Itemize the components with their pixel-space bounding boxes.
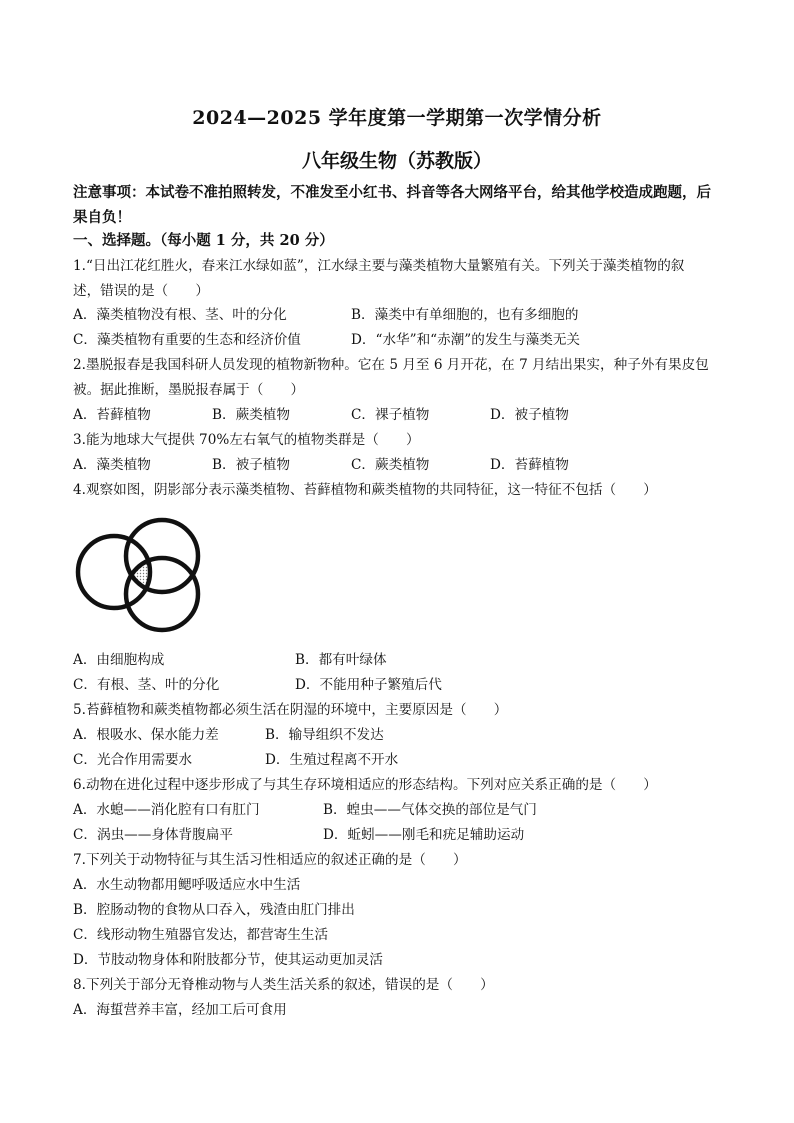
q3-option-a: A．藻类植物: [73, 457, 151, 473]
notice-text: 注意事项：本试卷不准拍照转发，不准发至小红书、抖音等各大网络平台，给其他学校造成跑题，后果自负！: [73, 184, 711, 226]
q4-option-b: B．都有叶绿体: [295, 652, 387, 668]
q2-stem-line1: 2.墨脱报春是我国科研人员发现的植物新物种。它在 5 月至 6 月开花，在 7 月结出果实，种子外有果皮包: [73, 357, 709, 373]
q1-option-a: A．藻类植物没有根、茎、叶的分化: [73, 307, 287, 323]
q5-option-b: B．输导组织不发达: [265, 727, 384, 743]
q1-stem-line1: 1.“日出江花红胜火，春来江水绿如蓝”，江水绿主要与藻类植物大量繁殖有关。下列关于藻类植物的叙: [73, 258, 685, 274]
q4-stem: 4.观察如图，阴影部分表示藻类植物、苔藓植物和蕨类植物的共同特征，这一特征不包括（ ）: [73, 482, 657, 498]
q7-stem: 7.下列关于动物特征与其生活习性相适应的叙述正确的是（ ）: [73, 852, 467, 868]
q7-option-b: B．腔肠动物的食物从口吞入，残渣由肛门排出: [73, 902, 355, 918]
q6-option-b: B．蝗虫——气体交换的部位是气门: [323, 802, 537, 818]
q2-option-a: A．苔藓植物: [73, 407, 151, 423]
q6-stem: 6.动物在进化过程中逐步形成了与其生存环境相适应的形态结构。下列对应关系正确的是（ ）: [73, 777, 657, 793]
q2-option-b: B．蕨类植物: [212, 407, 290, 423]
q3-option-d: D．苔藓植物: [490, 457, 569, 473]
q5-option-c: C．光合作用需要水: [73, 752, 193, 768]
q4-option-a: A．由细胞构成: [73, 652, 165, 668]
q7-option-d: D．节肢动物身体和附肢都分节，使其运动更加灵活: [73, 952, 383, 968]
q3-stem: 3.能为地球大气提供 70%左右氧气的植物类群是（ ）: [73, 432, 420, 448]
exam-title: 2024—2025 学年度第一学期第一次学情分析: [192, 107, 602, 129]
q7-option-a: A．水生动物都用鳃呼吸适应水中生活: [73, 877, 301, 893]
q4-option-c: C．有根、茎、叶的分化: [73, 677, 220, 693]
q1-stem-line2: 述，错误的是（ ）: [73, 283, 209, 299]
q6-option-d: D．蚯蚓——刚毛和疣足辅助运动: [323, 827, 525, 843]
q6-option-c: C．涡虫——身体背腹扁平: [73, 827, 233, 843]
q5-option-d: D．生殖过程离不开水: [265, 752, 399, 768]
q1-option-d: D．“水华”和“赤潮”的发生与藻类无关: [351, 332, 581, 348]
q7-option-c: C．线形动物生殖器官发达，都营寄生生活: [73, 927, 329, 943]
q6-option-a: A．水螅——消化腔有口有肛门: [73, 802, 260, 818]
section-heading: 一、选择题。（每小题 1 分，共 20 分）: [73, 232, 334, 249]
q1-option-c: C．藻类植物有重要的生态和经济价值: [73, 332, 301, 348]
q2-option-d: D．被子植物: [490, 407, 569, 423]
q5-option-a: A．根吸水、保水能力差: [73, 727, 219, 743]
q1-option-b: B．藻类中有单细胞的，也有多细胞的: [351, 307, 579, 323]
venn-diagram: [73, 512, 208, 637]
q5-stem: 5.苔藓植物和蕨类植物都必须生活在阴湿的环境中，主要原因是（ ）: [73, 702, 508, 718]
q2-stem-line2: 被。据此推断，墨脱报春属于（ ）: [73, 382, 305, 398]
exam-subtitle: 八年级生物（苏教版）: [301, 150, 492, 172]
q8-stem: 8.下列关于部分无脊椎动物与人类生活关系的叙述，错误的是（ ）: [73, 977, 494, 993]
q3-option-b: B．被子植物: [212, 457, 290, 473]
q4-option-d: D．不能用种子繁殖后代: [295, 677, 442, 693]
q2-option-c: C．裸子植物: [351, 407, 430, 423]
q3-option-c: C．蕨类植物: [351, 457, 430, 473]
q8-option-a: A．海蜇营养丰富，经加工后可食用: [73, 1002, 287, 1018]
